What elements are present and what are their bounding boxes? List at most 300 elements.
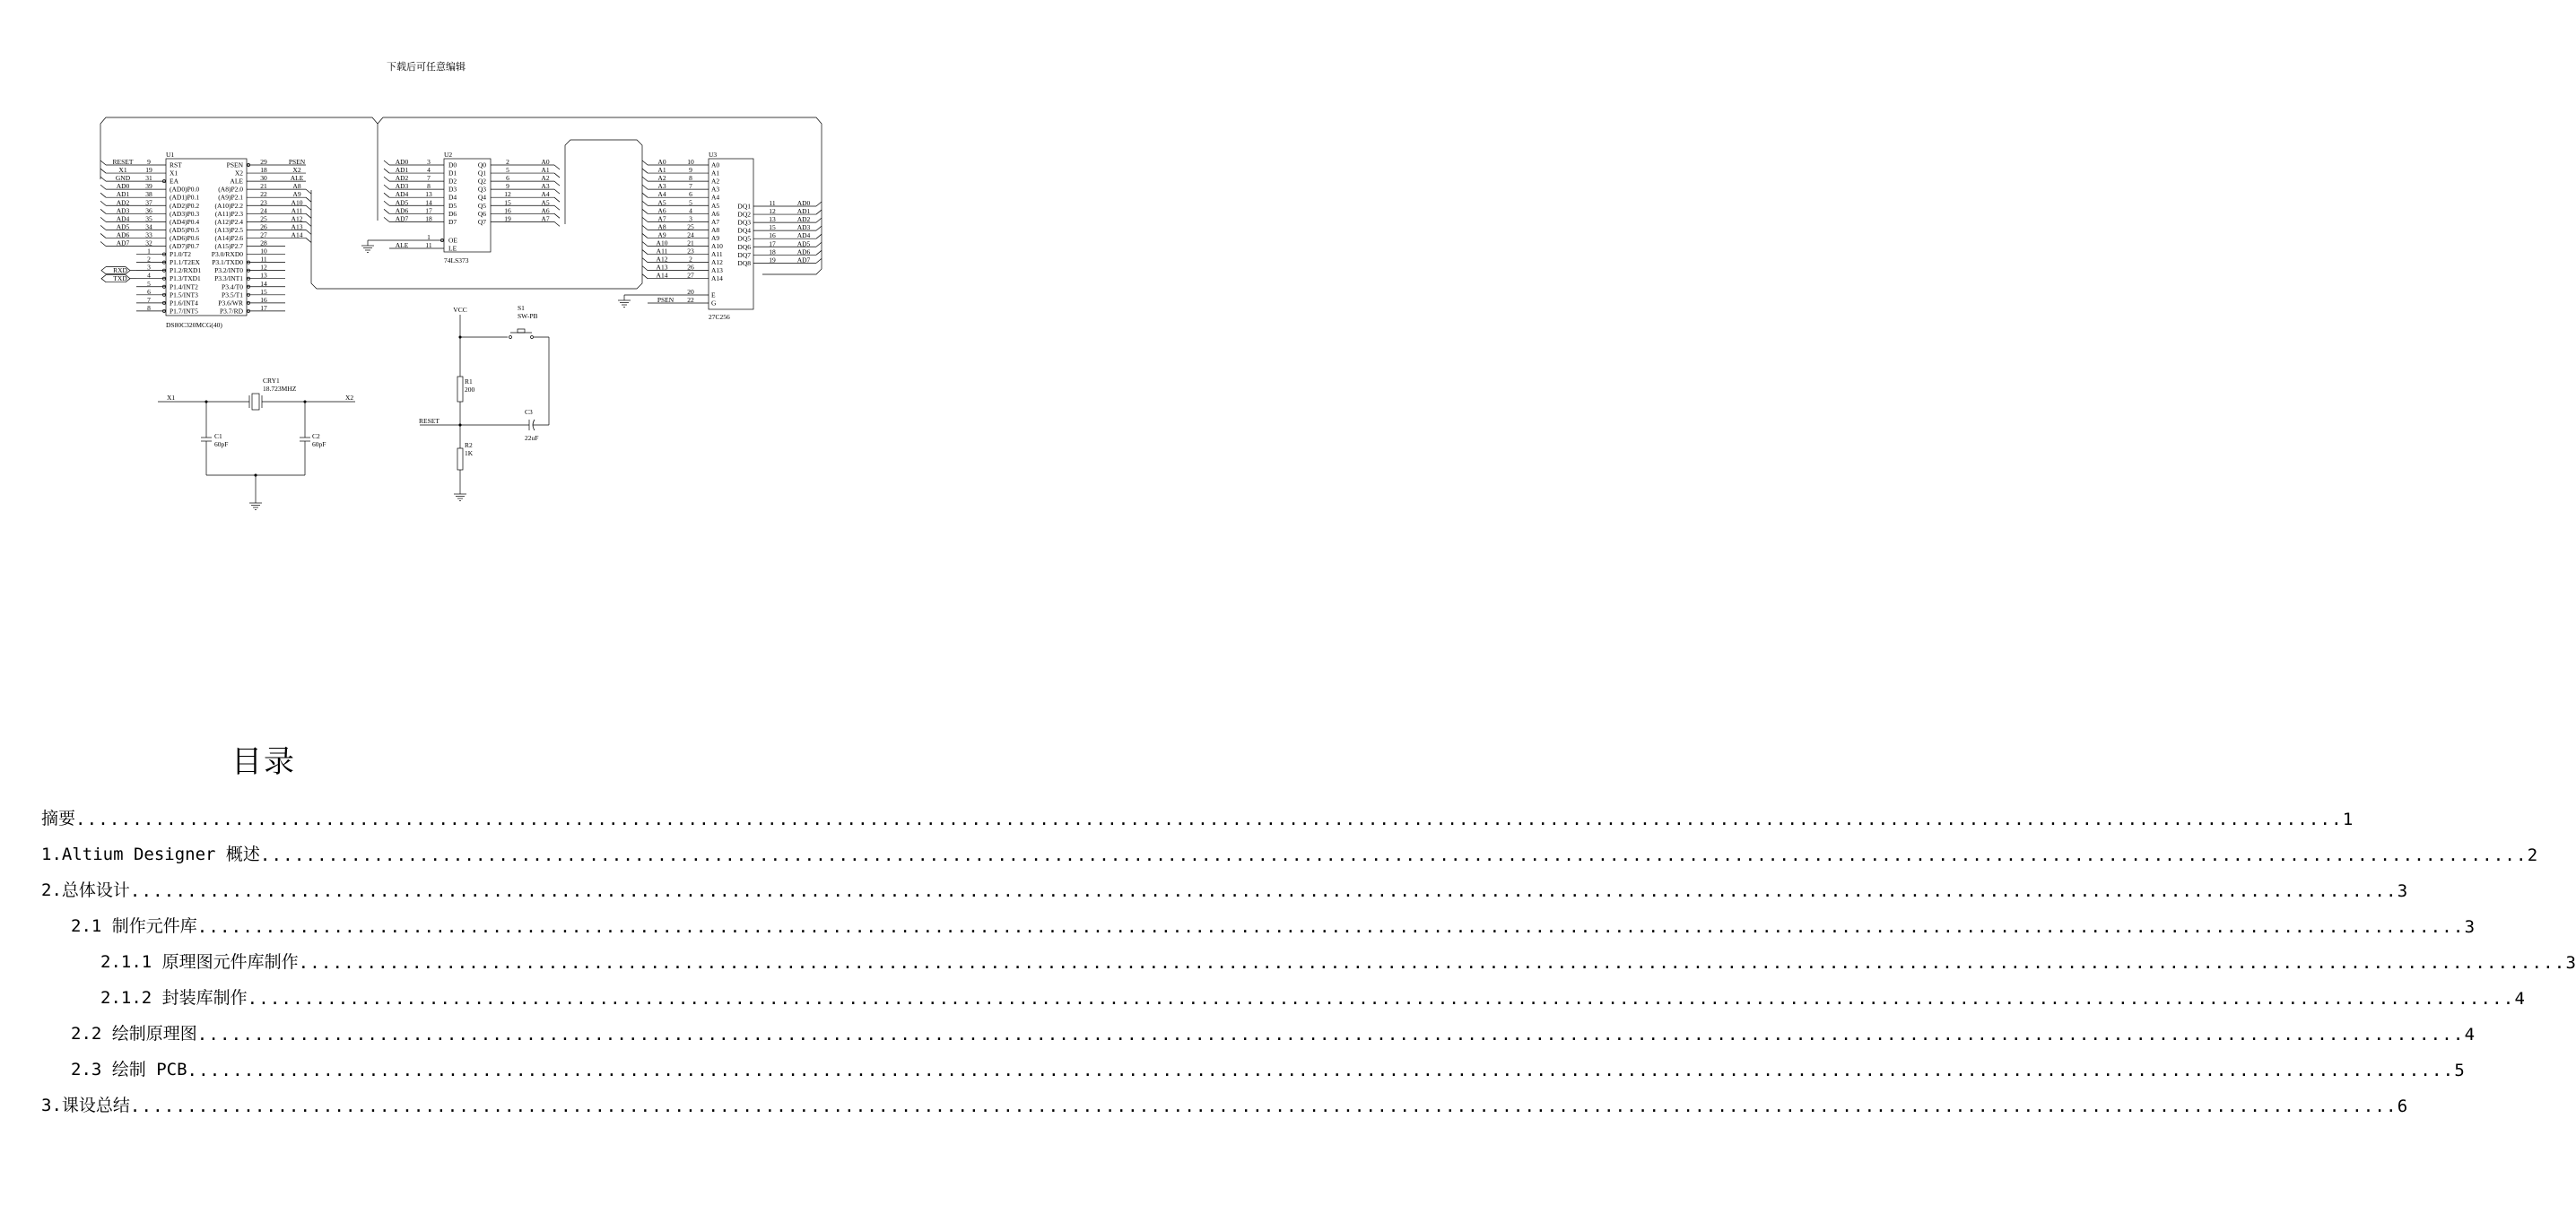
bus-entry [642,169,648,173]
u1-pin-name: (A15)P2.7 [214,242,243,250]
u3-pin-number: 10 [687,158,694,166]
u2-pin-name: LE [448,244,457,253]
u3-pin-number: 7 [689,182,692,191]
u2-net-label: A4 [541,190,550,199]
u1-net-label: A10 [291,198,303,207]
toc-entry-label: 2.3 绘制 PCB [71,1060,187,1079]
u2-pin-number: 8 [427,182,431,191]
u2-net-label: ALE [395,241,409,249]
vcc-label: VCC [453,306,467,314]
u3-pin-number: 16 [769,231,776,240]
bus-entry [816,226,822,230]
toc-entry[interactable] [71,910,2476,937]
toc-leader-dots: ........................................................................................................................................................................................................ [75,810,2343,829]
u1-pin-name: P1.0/T2 [170,250,191,259]
u2-pin-name: D6 [448,209,457,218]
u2-net-label: AD7 [395,214,409,223]
bus-entry [642,177,648,181]
u2-net-label: AD5 [395,198,409,207]
u2-pin-name: D2 [448,177,457,186]
u3-net-label: A5 [657,198,666,207]
u1-pin-number: 32 [145,238,152,247]
u1-pin-number: 15 [260,287,267,296]
u3-pin-number: 11 [769,199,776,207]
bus-entry [100,177,106,181]
u1-pin-name: P3.2/INT0 [214,266,243,275]
u3-pin-number: 25 [687,222,694,231]
bus-entry [100,217,106,221]
u3-pin-number: 20 [687,288,694,296]
u1-pin-number: 30 [260,174,267,183]
bus-entry [100,225,106,230]
bus-entry [642,185,648,189]
u1-pin-name: (AD6)P0.6 [170,233,200,242]
u3-pin-name: A7 [711,217,720,226]
port-txd-label: TXD [113,274,127,283]
u1-pin-name: (A10)P2.2 [214,201,243,210]
u2-part: 74LS373 [444,256,469,264]
toc-entry-label: 2.1 制作元件库 [71,916,197,936]
u3-pin-name: A2 [711,177,720,186]
c2-ref: C2 [312,432,320,440]
switch-contact [509,336,512,339]
u3-net-label: A1 [657,166,666,175]
bus-entry [642,266,648,271]
u2-net-label: AD4 [395,190,409,199]
u1-pin-name: RST [170,160,182,169]
u1-net-label: A9 [292,190,301,199]
u2-pin-number: 11 [425,241,432,249]
bus-entry [642,274,648,279]
u3-net-label: A14 [656,271,668,280]
u1-net-label: RESET [112,158,134,166]
u1-net-label: AD6 [116,230,130,239]
u1-pin-number: 7 [147,295,151,304]
u1-pin-number: 35 [145,214,152,223]
u2-pin-number: 5 [506,166,509,175]
u3-net-label: A13 [656,263,668,272]
u1-pin-number: 25 [260,214,267,223]
u1-pin-number: 29 [260,158,267,166]
bus-entry [384,185,389,189]
u2-net-label: A7 [541,214,550,223]
u3-net-label: A6 [657,206,666,215]
u2-pin-number: 15 [504,198,511,207]
toc-entry-label: 1.Altium Designer 概述 [41,845,260,864]
bus-entry [306,213,311,218]
u1-net-label: X1 [118,166,127,175]
u3-pin-name: A3 [711,185,720,194]
u3-pin-number: 6 [689,190,692,199]
bus-entry [306,221,311,226]
u1-pin-number: 10 [260,247,267,256]
c1-value: 60pF [214,440,229,448]
u3-net-label: A10 [656,238,668,247]
u1-net-label: AD0 [116,182,130,191]
u2-net-label: AD3 [395,182,409,191]
u1-pin-name: ALE [230,177,243,186]
u3-pin-name: DQ4 [737,226,751,235]
u3-pin-number: 4 [689,206,692,215]
u3-pin-number: 19 [769,256,776,264]
u3-pin-name: A1 [711,169,720,178]
u3-pin-name: DQ2 [737,210,751,219]
u3-pin-number: 8 [689,174,692,183]
u1-pin-name: (AD5)P0.5 [170,225,200,234]
u3-net-label: AD5 [796,239,811,248]
u1-pin-name: (A13)P2.5 [214,225,243,234]
u1-pin-name: P3.6/WR [218,299,243,308]
bus-entry [642,258,648,263]
r2-value: 1K [465,449,474,457]
toc-entry-label: 2.总体设计 [41,880,130,900]
u1-pin-number: 12 [260,263,267,272]
toc-entry-page: 4 [2464,1025,2476,1045]
toc-title: 目录 [231,744,296,780]
u1-pin-name: PSEN [226,160,243,169]
u3-pin-number: 15 [769,223,776,232]
u2-pin-number: 17 [425,206,432,215]
u3-pin-name: A0 [711,160,720,169]
bus-entry [100,209,106,213]
bus-entry [642,242,648,247]
u3-net-label: A11 [656,247,668,256]
u1-net-label: AD7 [116,238,130,247]
circuit-schematic [0,0,852,538]
toc-entry-page: 3 [2464,917,2476,937]
u3-pin-number: 22 [687,296,694,304]
toc-entry[interactable] [41,1089,2408,1116]
u3-pin-name: DQ5 [737,234,751,243]
u1-pin-number: 19 [145,166,152,175]
reset-net-label: RESET [419,417,439,425]
toc-entry-page: 3 [2397,881,2408,901]
u3-net-label: AD1 [796,207,811,216]
c3-ref: C3 [525,408,533,416]
u2-net-label: A2 [541,174,550,183]
u1-pin-number: 24 [260,206,267,215]
toc-entry-page: 6 [2397,1097,2408,1116]
u3-pin-name: A6 [711,209,720,218]
bus-entry [384,177,389,181]
u1-pin-number: 26 [260,222,267,231]
bus-entry [100,201,106,205]
u2-pin-name: D0 [448,160,457,169]
u1-pin-name: P1.6/INT4 [170,299,198,308]
bus-entry [384,201,389,205]
u1-net-label: AD5 [116,222,130,231]
u2-net-label: A1 [541,166,550,175]
u1-part: DS80C320MCG(40) [166,321,222,329]
u1-pin-name: P1.2/RXD1 [170,266,202,275]
u1-pin-number: 3 [147,263,151,272]
u1-pin-name: (A9)P2.1 [218,193,243,202]
r2-body [457,448,463,470]
crystal-ref: CRY1 [263,377,280,385]
u1-pin-name: P3.5/T1 [222,290,243,299]
bus-entry [100,160,106,165]
u3-pin-number: 3 [689,214,692,223]
u1-pin-number: 39 [145,182,152,191]
u1-pin-number: 38 [145,190,152,199]
u1-net-label: AD3 [116,206,130,215]
bus-entry [554,189,560,194]
u1-pin-number: 23 [260,198,267,207]
bus-entry [642,250,648,255]
toc-leader-dots: ........................................................................................................................................................................................................ [187,1061,2455,1080]
u1-pin-number: 33 [145,230,152,239]
u2-pin-number: 19 [504,214,511,223]
u1-pin-name: P1.5/INT3 [170,290,198,299]
u1-pin-name: (AD0)P0.0 [170,185,200,194]
u1-pin-number: 2 [147,255,151,264]
u3-pin-number: 13 [769,215,776,224]
u1-pin-name: (AD4)P0.4 [170,217,200,226]
u1-pin-number: 4 [147,271,151,280]
u3-pin-number: 27 [687,271,694,280]
u1-pin-name: (A12)P2.4 [214,217,243,226]
u2-pin-name: Q3 [477,185,486,194]
u2-net-label: AD1 [395,166,409,175]
bus-entry [100,169,106,173]
toc-entry-page: 4 [2514,989,2525,1009]
u2-pin-name: Q2 [477,177,486,186]
u3-net-label: AD2 [796,215,811,224]
c2-value: 60pF [312,440,326,448]
u3-pin-name: E [711,290,716,299]
u3-net-label: A7 [657,214,666,223]
u1-net-label: A14 [291,230,303,239]
u1-pin-name: P3.4/T0 [222,282,243,291]
u2-pin-number: 7 [427,174,431,183]
u3-pin-name: A4 [711,193,720,202]
u1-pin-number: 28 [260,238,267,247]
u3-pin-name: A9 [711,233,720,242]
u2-pin-number: 12 [504,190,511,199]
bus-entry [816,258,822,263]
x2-label: X2 [345,394,354,402]
u3-net-label: AD4 [796,231,811,240]
u2-pin-number: 1 [427,233,431,241]
u1-pin-number: 22 [260,190,267,199]
u1-pin-name: P1.1/T2EX [170,258,200,267]
u1-pin-name: EA [170,177,178,186]
toc-entry[interactable] [41,802,2354,829]
u1-ref: U1 [166,151,175,159]
u3-net-label: AD7 [796,256,811,264]
bus-entry [816,242,822,247]
toc-entry-label: 2.1.2 封装库制作 [100,988,248,1008]
bus-entry [642,217,648,221]
u2-pin-number: 13 [425,190,432,199]
u3-pin-name: A5 [711,201,720,210]
u1-pin-number: 6 [147,287,151,296]
toc-entry-label: 3.课设总结 [41,1096,130,1115]
toc-leader-dots: ........................................................................................................................................................................................................ [196,917,2465,937]
u1-pin-number: 36 [145,206,152,215]
u1-pin-number: 14 [260,279,267,288]
u2-pin-name: D1 [448,169,457,178]
u1-net-label: GND [115,174,131,183]
bus-entry [642,233,648,238]
c3-value: 22uF [525,434,539,442]
switch-contact [531,336,534,339]
toc-entry[interactable] [71,1018,2476,1045]
u3-net-label: A12 [656,255,668,264]
bus-entry [384,209,389,213]
bus-entry [642,225,648,230]
s1-value: SW-PB [518,312,538,320]
u2-pin-name: Q7 [477,217,486,226]
u2-pin-name: D7 [448,217,457,226]
u1-net-label: AD4 [116,214,130,223]
u2-pin-number: 18 [425,214,432,223]
u3-net-label: A8 [657,222,666,231]
bus-entry [384,193,389,197]
bus-entry [642,193,648,197]
u1-net-label: A11 [291,206,303,215]
u1-pin-number: 37 [145,198,152,207]
toc-entry[interactable] [41,838,2538,865]
u1-pin-number: 11 [260,255,267,264]
u1-pin-name: (AD3)P0.3 [170,209,200,218]
u2-pin-name: Q5 [477,201,486,210]
bus-entry [384,169,389,173]
bus-entry [554,213,560,218]
u1-pin-name: X2 [234,169,243,178]
u2-pin-number: 9 [506,182,509,191]
toc-entry[interactable] [71,1053,2465,1080]
bus-entry [306,205,311,210]
u2-pin-number: 4 [427,166,431,175]
toc-entry-page: 5 [2454,1061,2465,1080]
c1-ref: C1 [214,432,222,440]
bus-entry [100,233,106,238]
u2-net-label: A0 [541,158,550,166]
toc-leader-dots: ........................................................................................................................................................................................................ [259,845,2528,865]
u2-ref: U2 [444,151,453,159]
u3-pin-name: A8 [711,225,720,234]
u1-pin-name: P3.3/INT1 [214,274,243,283]
u2-net-label: A6 [541,206,550,215]
toc-entry-page: 3 [2565,953,2576,973]
u3-pin-name: DQ6 [737,242,751,251]
u1-net-label: A13 [291,222,303,231]
u1-pin-name: X1 [170,169,178,178]
u2-pin-number: 6 [506,174,509,183]
u2-pin-name: Q1 [477,169,486,178]
u1-pin-number: 17 [260,303,267,312]
u1-net-label: ALE [290,174,304,183]
u2-pin-number: 2 [506,158,509,166]
toc-entry-page: 2 [2527,845,2538,865]
bus-entry [642,209,648,213]
bus-entry [816,210,822,214]
s1-ref: S1 [518,304,525,312]
bus-entry [816,250,822,255]
u2-pin-name: Q4 [477,193,486,202]
u3-pin-name: A14 [711,274,723,283]
bus-entry [100,185,106,189]
page-header: 下载后可任意编辑 [387,61,466,73]
u1-pin-name: P3.1/TXD0 [212,258,243,267]
u1-pin-number: 27 [260,230,267,239]
u3-pin-name: DQ8 [737,258,751,267]
u3-net-label: AD6 [796,247,811,256]
port-rxd-label: RXD [113,266,127,275]
toc-entry[interactable] [41,874,2408,901]
u2-pin-name: D3 [448,185,457,194]
bus-entry [816,218,822,222]
u2-pin-number: 16 [504,206,511,215]
u3-part: 27C256 [709,313,730,321]
u3-pin-number: 18 [769,247,776,256]
u1-pin-number: 21 [260,182,267,191]
toc-leader-dots: ........................................................................................................................................................................................................ [129,1097,2398,1116]
bus-entry [554,165,560,169]
toc-entry-label: 摘要 [41,809,76,828]
toc-leader-dots: ........................................................................................................................................................................................................ [196,1025,2465,1045]
u1-pin-name: P1.4/INT2 [170,282,198,291]
u2-net-label: AD6 [395,206,409,215]
u2-net-label: A3 [541,182,550,191]
u1-pin-number: 1 [147,247,151,256]
u1-pin-name: (A11)P2.3 [214,209,243,218]
bus-entry [816,234,822,238]
u3-pin-number: 26 [687,263,694,272]
addr-bus [311,164,642,289]
u3-net-label: AD3 [796,223,811,232]
toc-entry-label: 2.2 绘制原理图 [71,1024,197,1044]
u2-pin-name: Q6 [477,209,486,218]
bus-entry [100,193,106,197]
u3-net-label: A0 [657,158,666,166]
bus-entry [642,201,648,205]
u3-pin-number: 24 [687,230,694,239]
u1-pin-name: (AD1)P0.1 [170,193,200,202]
u1-pin-number: 34 [145,222,152,231]
addr-bus [565,140,642,224]
u2-net-label: AD2 [395,174,409,183]
u3-net-label: A9 [657,230,666,239]
toc-entry[interactable] [100,982,2525,1009]
toc-entry[interactable] [100,946,2576,973]
u1-net-label: AD1 [116,190,130,199]
u3-pin-number: 5 [689,198,692,207]
u3-net-label: PSEN [657,296,674,304]
u3-pin-number: 17 [769,239,776,248]
u1-pin-number: 9 [147,158,151,166]
u1-net-label: PSEN [288,158,306,166]
u3-pin-name: DQ3 [737,218,751,227]
u2-pin-number: 3 [427,158,431,166]
r1-ref: R1 [465,377,473,386]
u3-pin-number: 9 [689,166,692,175]
switch-button [518,329,525,333]
u1-pin-number: 31 [145,174,152,183]
u2-pin-name: OE [448,236,457,245]
u1-pin-name: P3.0/RXD0 [211,250,243,259]
bus-entry [554,181,560,186]
u3-pin-name: A11 [711,250,723,259]
bus-entry [816,202,822,206]
u2-net-label: A5 [541,198,550,207]
u1-pin-name: (A14)P2.6 [214,233,243,242]
u1-pin-number: 18 [260,166,267,175]
bus-entry [306,230,311,234]
u2-pin-name: Q0 [477,160,486,169]
bus-entry [554,197,560,202]
